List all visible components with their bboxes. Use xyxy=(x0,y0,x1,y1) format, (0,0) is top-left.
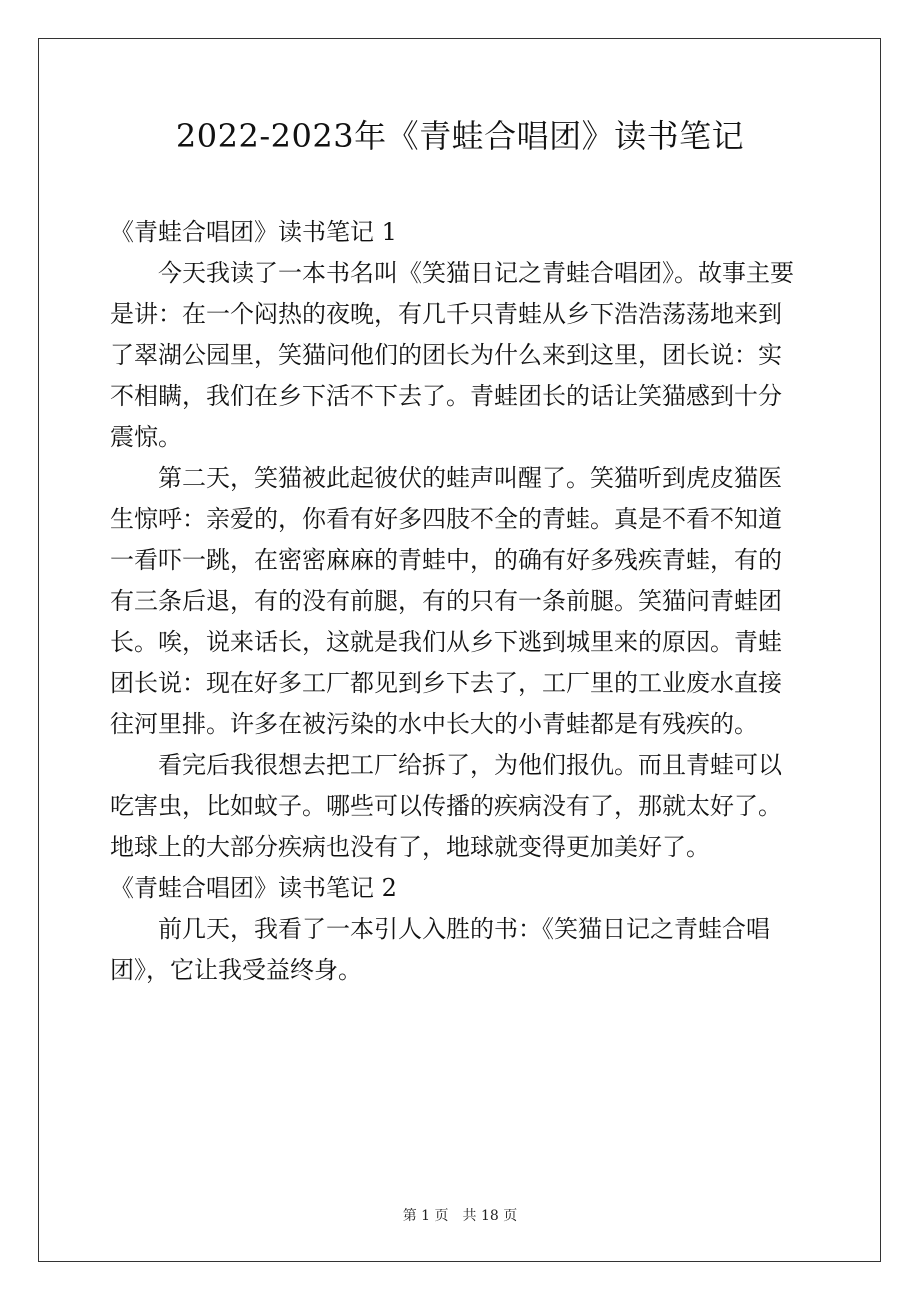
body-line: 前几天，我看了一本引人入胜的书：《笑猫日记之青蛙合唱 xyxy=(158,915,770,943)
body-line: 不相瞒，我们在乡下活不下去了。青蛙团长的话让笑猫感到十分 xyxy=(110,382,782,410)
page-footer xyxy=(0,1206,920,1226)
document-body xyxy=(110,212,810,991)
body-line: 今天我读了一本书名叫《笑猫日记之青蛙合唱团》。故事主要 xyxy=(158,259,794,287)
body-line: 团》，它让我受益终身。 xyxy=(110,956,362,984)
page-number: 第 1 页 xyxy=(402,1208,449,1224)
body-line: 一看吓一跳，在密密麻麻的青蛙中，的确有好多残疾青蛙，有的 xyxy=(110,546,782,574)
page-total: 共 18 页 xyxy=(462,1208,518,1224)
body-line: 第二天，笑猫被此起彼伏的蛙声叫醒了。笑猫听到虎皮猫医 xyxy=(158,464,782,492)
body-line: 地球上的大部分疾病也没有了，地球就变得更加美好了。 xyxy=(110,833,710,861)
body-line: 震惊。 xyxy=(110,423,182,451)
section-heading-2: 《青蛙合唱团》读书笔记 2 xyxy=(110,874,397,902)
body-line: 往河里排。许多在被污染的水中长大的小青蛙都是有残疾的。 xyxy=(110,710,758,738)
body-line: 有三条后退，有的没有前腿，有的只有一条前腿。笑猫问青蛙团 xyxy=(110,587,782,615)
body-line: 团长说：现在好多工厂都见到乡下去了，工厂里的工业废水直接 xyxy=(110,669,782,697)
body-line: 是讲：在一个闷热的夜晚，有几千只青蛙从乡下浩浩荡荡地来到 xyxy=(110,300,782,328)
body-line: 吃害虫，比如蚊子。哪些可以传播的疾病没有了，那就太好了。 xyxy=(110,792,782,820)
body-line: 长。唉，说来话长，这就是我们从乡下逃到城里来的原因。青蛙 xyxy=(110,628,782,656)
section-heading-1: 《青蛙合唱团》读书笔记 1 xyxy=(110,218,397,246)
document-title: 2022-2023年《青蛙合唱团》读书笔记 xyxy=(175,117,745,155)
body-line: 了翠湖公园里，笑猫问他们的团长为什么来到这里，团长说：实 xyxy=(110,341,782,369)
body-line: 看完后我很想去把工厂给拆了，为他们报仇。而且青蛙可以 xyxy=(158,751,782,779)
body-line: 生惊呼：亲爱的，你看有好多四肢不全的青蛙。真是不看不知道 xyxy=(110,505,782,533)
